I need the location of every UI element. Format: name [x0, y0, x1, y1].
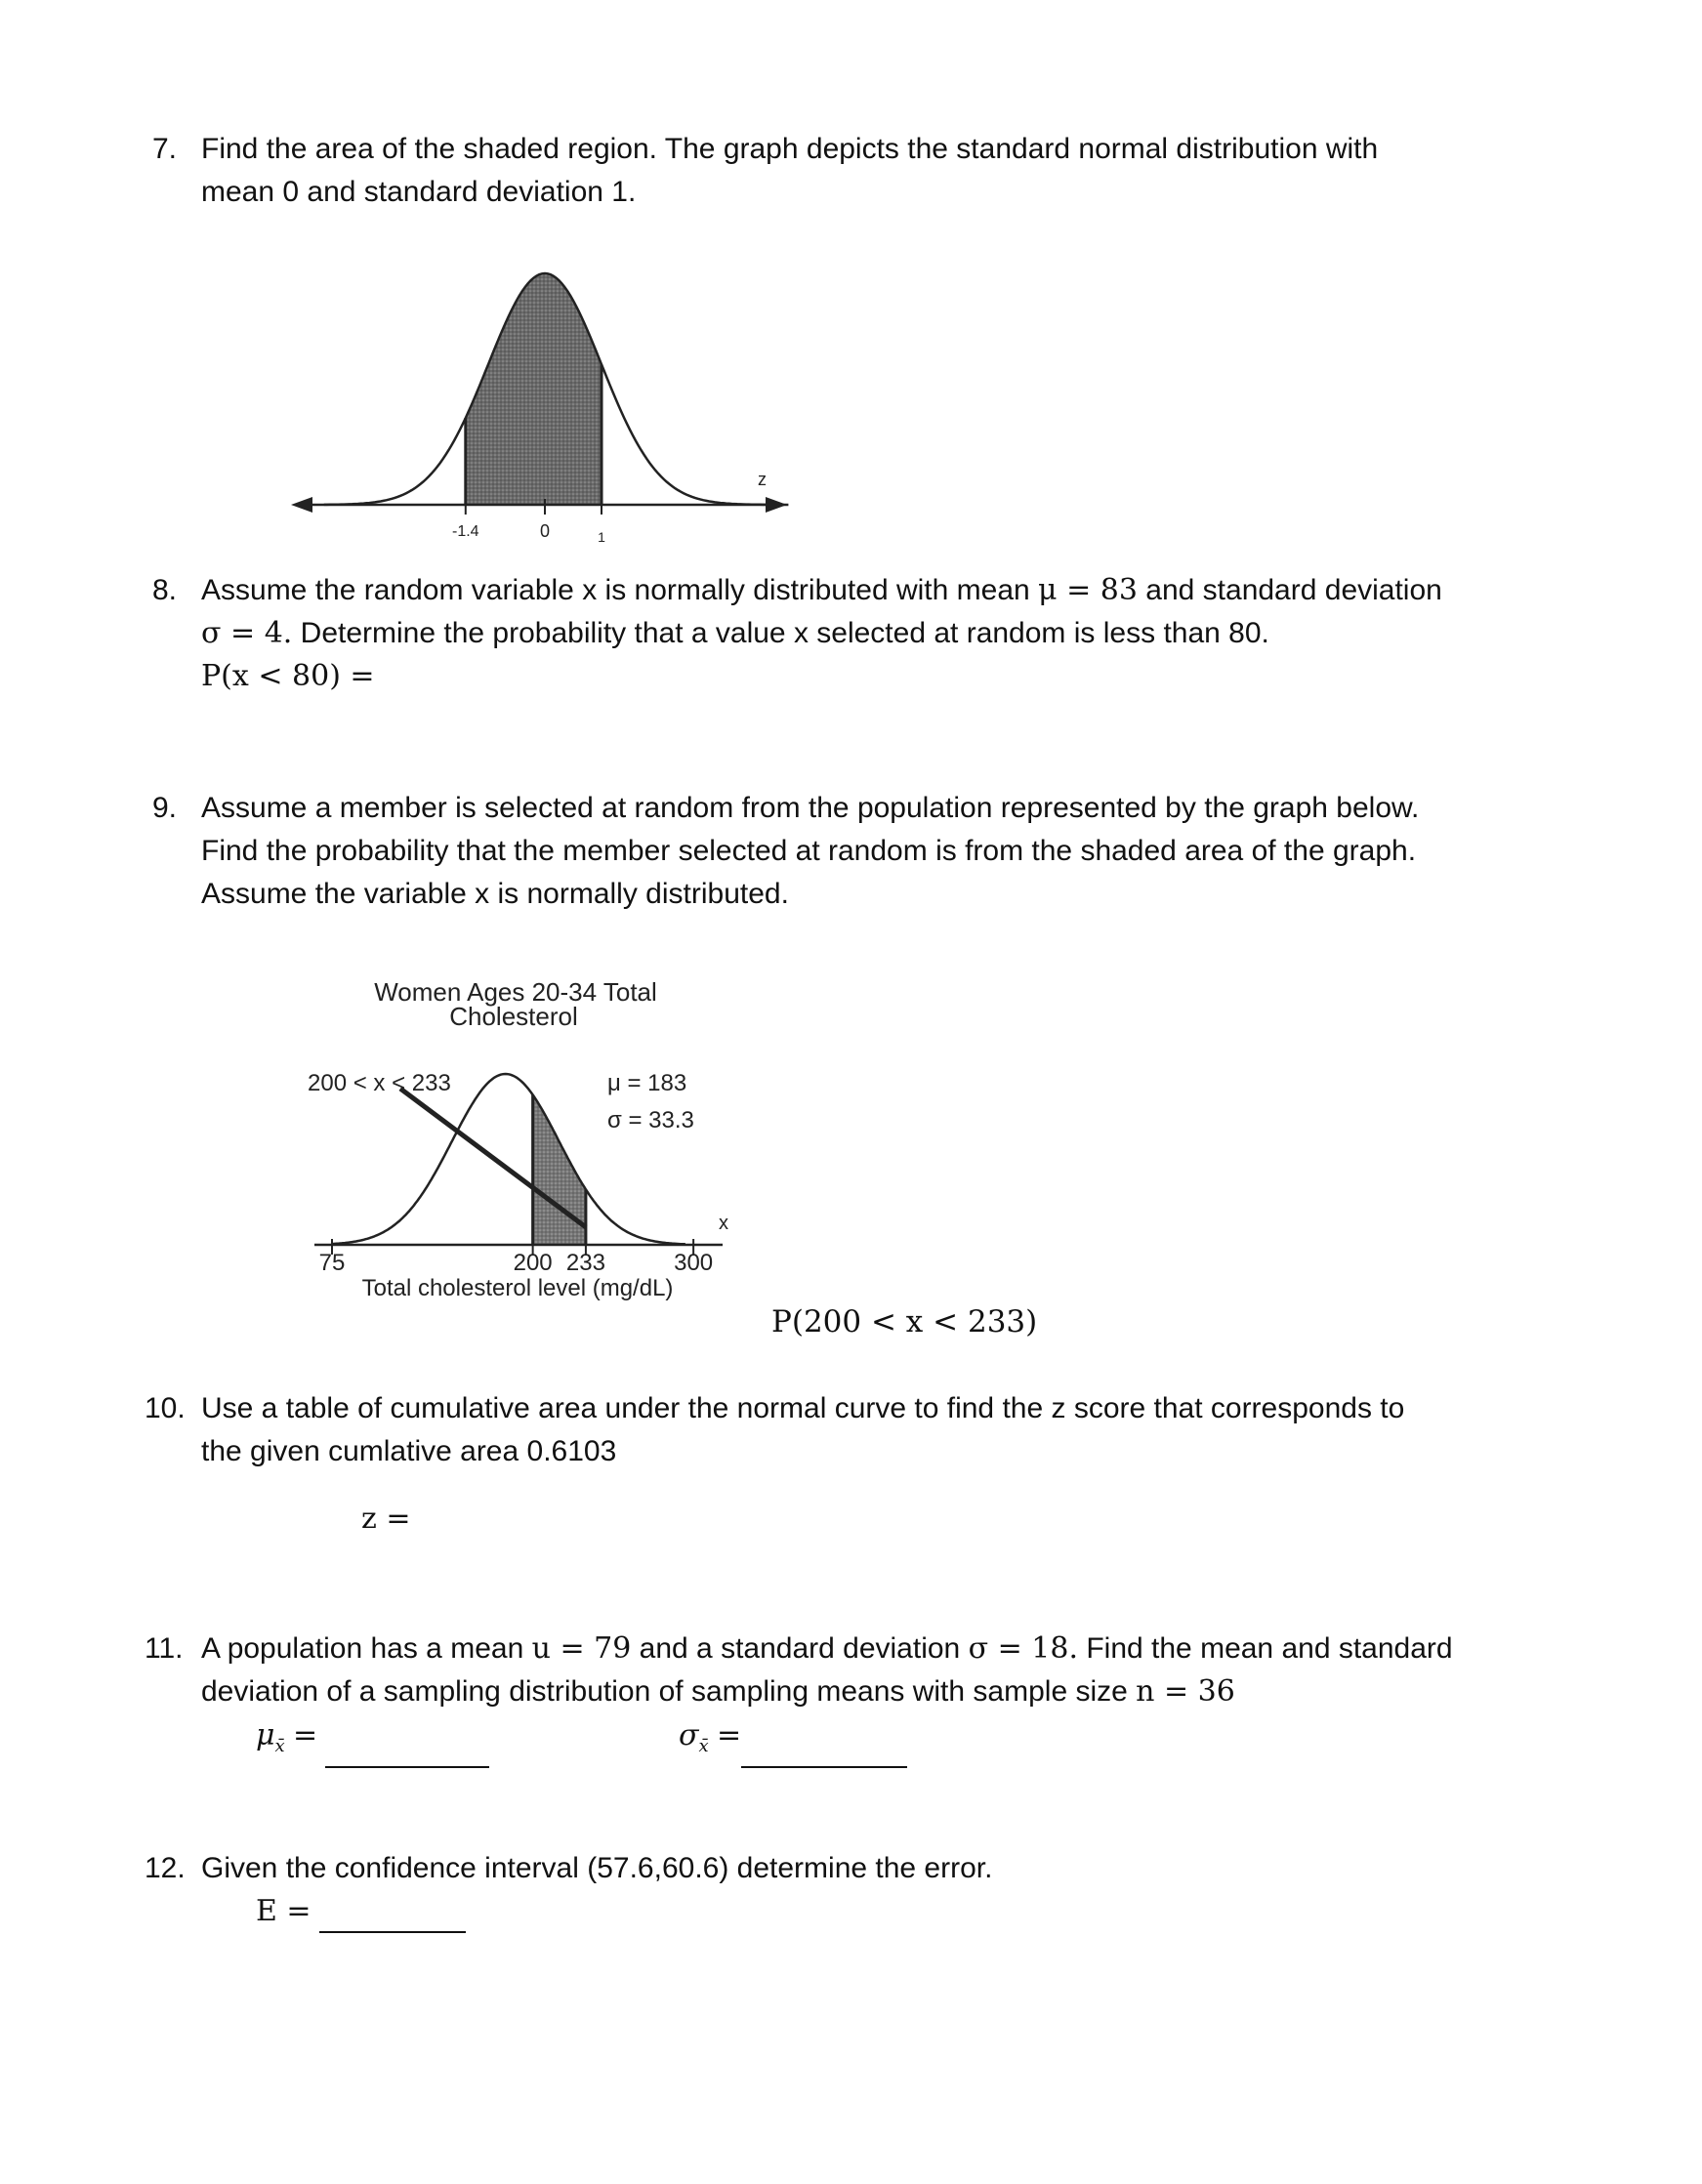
question-text: deviation of a sampling distribution of sampling means with sample size — [201, 1675, 1128, 1708]
sigma-label: σ = 33.3 — [607, 1107, 694, 1133]
mean-value: μ = 83 — [1038, 573, 1138, 607]
question-text-line: Assume a member is selected at random from the population represented by the graph below. — [201, 792, 1420, 824]
question-text: and standard deviation — [1145, 574, 1442, 606]
shaded-region — [466, 273, 602, 505]
question-12 — [145, 1847, 1568, 1890]
question-text-line: Find the area of the shaded region. The graph depicts the standard normal distribution with — [201, 133, 1379, 165]
error-answer-row — [256, 1890, 466, 1933]
graph-title: Cholesterol — [449, 1002, 578, 1031]
tick-label: 75 — [318, 1250, 346, 1276]
sd-answer-row — [679, 1714, 907, 1768]
question-text: A population has a mean — [201, 1632, 524, 1665]
tick-label: 0 — [539, 521, 551, 541]
axis-variable-label: x — [719, 1213, 728, 1234]
tick-label: 1 — [598, 529, 605, 545]
equals-sign: = — [293, 1718, 318, 1752]
question-8 — [152, 569, 1568, 698]
question-text: and a standard deviation — [639, 1632, 961, 1665]
question-text-line — [201, 612, 1568, 655]
tick-label: -1.4 — [452, 523, 479, 540]
sd-value: σ = 18. — [968, 1631, 1078, 1666]
axis-variable-label: z — [758, 470, 767, 489]
axis-arrow-left-icon — [291, 497, 312, 513]
question-number: 12. — [145, 1852, 186, 1884]
question-number: 11. — [145, 1632, 184, 1665]
graph-title: Women Ages 20-34 Total — [374, 977, 657, 1007]
question-text-line: Find the probability that the member selected at random is from the shaded area of the graph. — [201, 835, 1417, 867]
range-label: 200 < x < 233 — [308, 1070, 451, 1096]
axis-title: Total cholesterol level (mg/dL) — [361, 1275, 674, 1301]
question-7 — [152, 128, 1568, 214]
normal-curve — [332, 1074, 685, 1244]
mu-symbol: μ — [256, 1718, 275, 1752]
question-text-line: Assume the variable x is normally distributed. — [201, 878, 789, 910]
question-text-line — [201, 569, 1568, 612]
sd-answer-blank[interactable] — [741, 1737, 907, 1768]
answer-prompt: z = — [361, 1502, 411, 1536]
question-text: Find the mean and standard — [1086, 1632, 1453, 1665]
question-text-line: Use a table of cumulative area under the normal curve to find the z score that corresponds to — [201, 1392, 1405, 1424]
question-text-line: Given the confidence interval (57.6,60.6) determine the error. — [201, 1852, 993, 1884]
mean-value: u = 79 — [531, 1631, 632, 1666]
tick-label: 233 — [565, 1250, 605, 1276]
question-number: 10. — [145, 1392, 186, 1424]
question-number: 9. — [152, 792, 178, 824]
answer-prompt: P(200 < x < 233) — [771, 1304, 1038, 1339]
answer-prompt: P(x < 80) = — [201, 659, 375, 693]
sample-size: n = 36 — [1136, 1674, 1235, 1709]
mean-answer-row — [256, 1714, 489, 1768]
cholesterol-graph — [293, 971, 781, 1333]
x-bar-subscript: x̄ — [274, 1736, 285, 1756]
question-text-line — [201, 1670, 1568, 1713]
mu-label: μ = 183 — [607, 1070, 687, 1096]
question-number: 7. — [152, 133, 178, 165]
question-text-line: the given cumlative area 0.6103 — [201, 1435, 617, 1467]
question-11 — [145, 1628, 1568, 1713]
question-text: Assume the random variable x is normally distributed with mean — [201, 574, 1030, 606]
standard-normal-graph — [283, 259, 810, 552]
axis-arrow-right-icon — [766, 497, 787, 513]
question-number: 8. — [152, 574, 178, 606]
sd-value: σ = 4. — [201, 616, 293, 650]
question-text-line — [201, 1628, 1568, 1670]
tick-label: 200 — [513, 1250, 553, 1276]
question-text: Determine the probability that a value x selected at random is less than 80. — [300, 617, 1269, 649]
tick-label: 300 — [674, 1250, 714, 1276]
answer-prompt: E = — [256, 1894, 311, 1928]
x-bar-subscript: x̄ — [698, 1736, 709, 1756]
sigma-symbol: σ — [679, 1718, 699, 1752]
question-10 — [145, 1387, 1568, 1473]
question-9 — [152, 787, 1568, 916]
question-text-line: mean 0 and standard deviation 1. — [201, 176, 637, 208]
error-answer-blank[interactable] — [319, 1902, 466, 1933]
mean-answer-blank[interactable] — [325, 1737, 489, 1768]
equals-sign: = — [716, 1718, 742, 1752]
